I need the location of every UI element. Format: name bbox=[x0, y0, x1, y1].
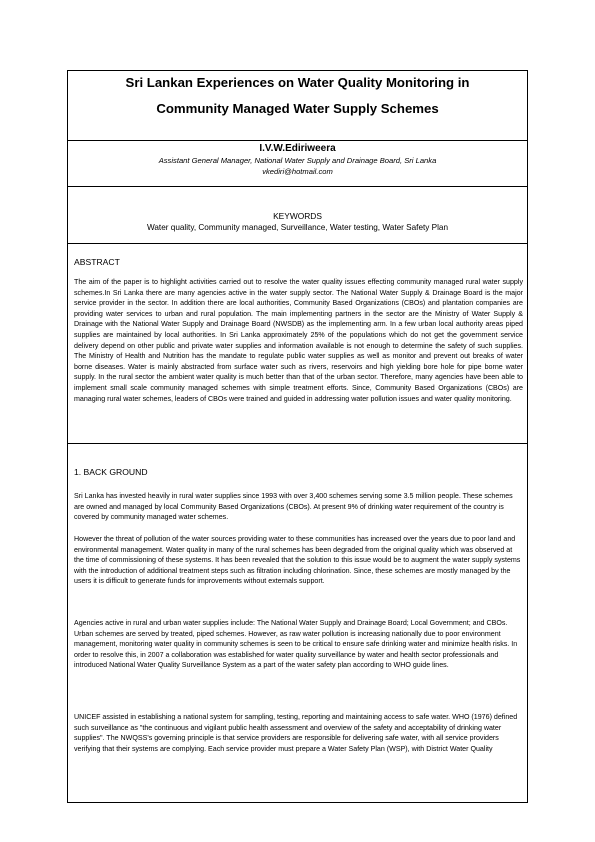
background-paragraph-4: UNICEF assisted in establishing a national system for sampling, testing, reporting and maintaining access to safe water. WHO (1976) defined such surveillance as "the continuous and vigilant public health assessment and overview of the safety and acceptability of drinking water supplies". The NWQSS's governing principle is that service providers are responsible for delivering safe water, with all service providers verifying that their systems are complying. Each service provider must prepare a Water Safety Plan (WSP), with District Water Quality bbox=[74, 713, 518, 753]
abstract-heading: ABSTRACT bbox=[74, 257, 120, 267]
paper-title-line-2: Community Managed Water Supply Schemes bbox=[156, 101, 439, 116]
title-divider bbox=[68, 140, 527, 141]
abstract-divider bbox=[68, 443, 527, 444]
background-paragraph-1: Sri Lanka has invested heavily in rural water supplies since 1993 with over 3,400 schemes serving some 3.5 million people. These schemes are owned and managed by local Community Based Organizations (CBOs). At present 9% of drinking water requirement of the country is covered by community managed water schemes. bbox=[74, 492, 513, 522]
author-email: vkediri@hotmail.com bbox=[262, 167, 333, 176]
paper-title-line-1: Sri Lankan Experiences on Water Quality Monitoring in bbox=[125, 75, 470, 90]
keywords-divider bbox=[68, 243, 527, 244]
background-heading: 1. BACK GROUND bbox=[74, 467, 148, 477]
paper-frame bbox=[67, 70, 528, 803]
background-paragraph-3: Agencies active in rural and urban water supplies include: The National Water Supply and Drainage Board; Local Government; and CBOs. Urban schemes are served by treated, piped schemes. However, as raw water pollution is increasing nationally due to poor environment management, monitoring water quality in community schemes is seen to be critical to ensure safe drinking water and minimize health risks. In order to resolve this, in 2007 a collaboration was established for water quality surveillance by water and health sector professionals and introduced National Water Quality Surveillance System as a part of the water safety plan according to WHO guide lines. bbox=[74, 619, 518, 670]
abstract-text: The aim of the paper is to highlight activities carried out to resolve the water quality issues effecting community managed rural water supply schemes.In Sri Lanka there are many agencies active in the water supply sector. The National Water Supply & Drainage Board is the major service provider in the sector. In addition there are local authorities, Community Based Organizations (CBOs) and plantation companies are providing water services to urban and rural population. The main implementing partners in the sector are the Ministry of Water Supply & Drainage with the National Water Supply and Drainage Board (NWSDB) as the implementing arm. In a few urban local authority areas piped supplies are maintained by local authorities. In Sri Lanka approximately 25% of the populations which do not get the government service delivery depend on other public and private water supplies and information available is not enough to determine the safety of such supplies. The Ministry of Health and Nutrition has the mandate to regulate public water supplies as well as monitor and prevent out breaks of water borne diseases. Water is mainly abstracted from surface water such as rivers, reservoirs and high yielding bore hole for pipe borne water supply. In the rural sector the ambient water quality is much better than that of the urban sector. Therefore, many agencies have been able to implement small scale community managed schemes with simple treatment efforts. Since, Community Based Organizations (CBOs) are managing rural water schemes, leaders of CBOs were trained and guided in addressing water pollution issues and water quality monitoring. bbox=[74, 278, 523, 403]
keywords-heading: KEYWORDS bbox=[273, 211, 322, 221]
author-name: I.V.W.Ediriweera bbox=[259, 143, 336, 154]
author-affiliation: Assistant General Manager, National Water Supply and Drainage Board, Sri Lanka bbox=[158, 156, 437, 165]
background-paragraph-2: However the threat of pollution of the water sources providing water to these communities has increased over the years due to poor land and environmental management. Water quality in many of the rural schemes has been degraded from the original quality which was observed at the time of commissioning of these systems. It has been revealed that the solution to this issue would be to augment the water supply systems with the introduction of additional treatment steps such as filtration including chlorination. Since, these schemes are mostly managed by the users it is difficult to generate funds for improvements without externals support. bbox=[74, 535, 521, 586]
keywords-text: Water quality, Community managed, Surveillance, Water testing, Water Safety Plan bbox=[146, 223, 449, 232]
author-divider bbox=[68, 186, 527, 187]
